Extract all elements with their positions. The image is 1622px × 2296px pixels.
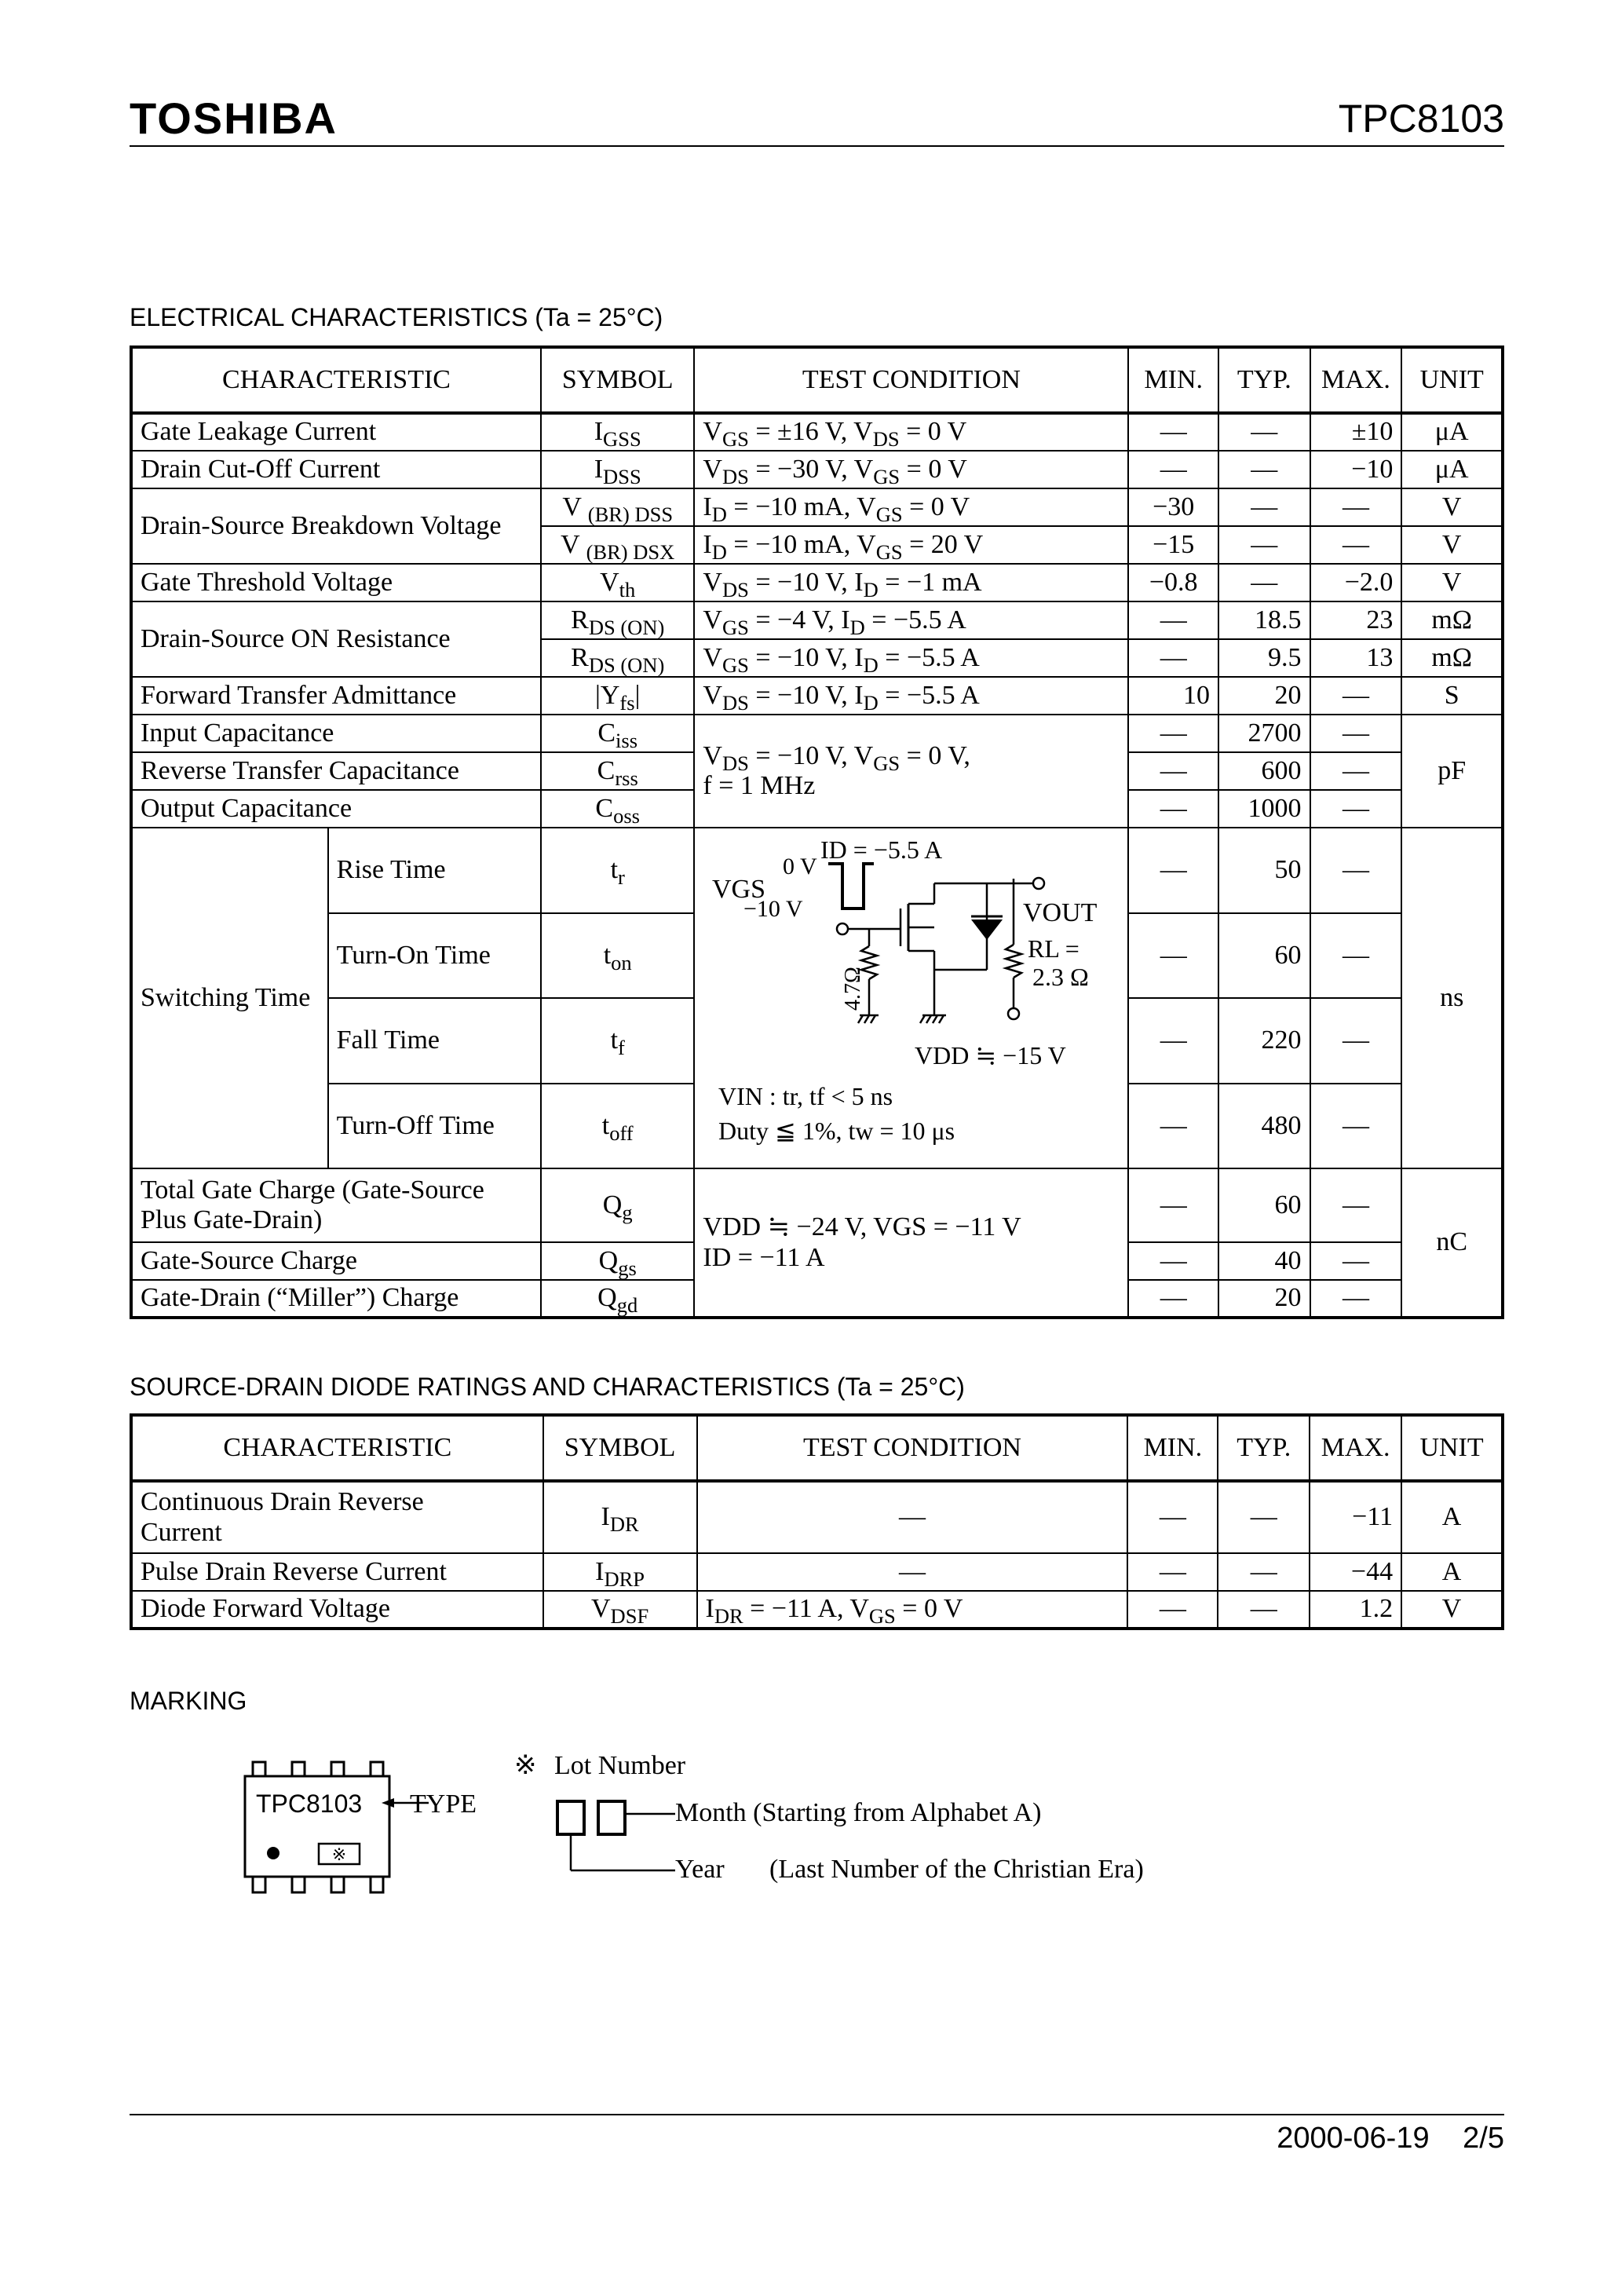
gate-resistor-label: 4.7Ω [841,967,866,1011]
symbol-cell: $V_{th}$ [541,564,694,601]
ground-icon [858,1015,875,1023]
month-letter-box [598,1801,625,1834]
min-cell: — [1128,601,1218,639]
symbol-cell: $Q_{gd}$ [541,1280,694,1318]
lot-code-diagram [550,1798,675,1900]
characteristic-cell: Gate Threshold Voltage [131,564,541,601]
condition-cell: $V_{DS} = -10$ V, $I_D = -1$ mA [694,564,1128,601]
symbol-cell: $C_{iss}$ [541,715,694,752]
symbol-cell: $I_{DR}$ [543,1481,697,1553]
unit-cell: μA [1401,451,1503,488]
arrow-left-icon [382,1798,394,1808]
max-cell: — [1310,790,1402,828]
marking-section-title: MARKING [130,1687,247,1715]
drain-current-label: ID = −5.5 A [820,835,943,864]
symbol-cell: $t_{off}$ [541,1084,694,1169]
table-row [131,1553,1503,1591]
symbol-cell: $t_{on}$ [541,913,694,999]
table-row [131,413,1503,451]
condition-cell: $I_{DR} = -11$ A, $V_{GS} = 0$ V [697,1591,1128,1629]
unit-cell: nC [1401,1168,1503,1318]
load-resistor [1006,945,1021,978]
typ-cell: — [1218,451,1310,488]
min-cell: 10 [1128,677,1218,715]
characteristic-cell: Continuous Drain Reverse Current [131,1481,543,1553]
column-header: MIN. [1127,1415,1218,1481]
condition-cell: $I_D = -10$ mA, $V_{GS} = 20$ V [694,526,1128,564]
characteristic-cell: Gate Leakage Current [131,413,541,451]
characteristic-cell: Gate-Source Charge [131,1242,541,1280]
package-pins-bottom [253,1877,383,1892]
unit-cell: V [1401,488,1503,526]
column-header: MAX. [1310,347,1402,413]
typ-cell: 20 [1218,1280,1310,1318]
table-header-row [131,347,1503,413]
vgs-low-label: −10 V [743,896,803,922]
typ-cell: — [1218,1481,1310,1553]
max-cell: — [1310,677,1402,715]
table-row [131,828,1503,913]
vout-terminal [1033,878,1044,889]
column-header: MIN. [1128,347,1218,413]
symbol-cell: $Q_{gs}$ [541,1242,694,1280]
unit-cell: V [1401,526,1503,564]
symbol-cell: $|Y_{fs}|$ [541,677,694,715]
unit-cell: μA [1401,413,1503,451]
unit-cell: mΩ [1401,639,1503,677]
condition-cell: $V_{GS} = -10$ V, $I_D = -5.5$ A [694,639,1128,677]
condition-cell: $V_{GS} = -4$ V, $I_D = -5.5$ A [694,601,1128,639]
characteristic-cell: Forward Transfer Admittance [131,677,541,715]
min-cell: −0.8 [1128,564,1218,601]
column-header: MAX. [1310,1415,1401,1481]
min-cell: — [1128,1242,1218,1280]
lot-symbol-icon: ※ [514,1751,537,1780]
max-cell: — [1310,828,1402,913]
typ-cell: 2700 [1218,715,1310,752]
column-header: CHARACTERISTIC [131,347,541,413]
electrical-characteristics-table [130,345,1504,1319]
typ-cell: 20 [1218,677,1310,715]
pin1-indicator-dot [267,1847,279,1859]
typ-cell: 60 [1218,1168,1310,1242]
condition-cell: $V_{GS} = \pm 16$ V, $V_{DS} = 0$ V [694,413,1128,451]
min-cell: −30 [1128,488,1218,526]
min-cell: — [1127,1481,1218,1553]
min-cell: — [1128,639,1218,677]
load-resistor-value: 2.3 Ω [1032,963,1090,991]
characteristic-cell: Drain-Source Breakdown Voltage [131,488,541,564]
unit-cell: S [1401,677,1503,715]
table-row [131,488,1503,526]
table-row [131,715,1503,752]
charge-condition-line2: ID = −11 A [703,1242,825,1272]
input-pulse-waveform [828,864,874,909]
symbol-cell: $t_f$ [541,998,694,1084]
characteristic-cell: Turn-On Time [328,913,541,999]
characteristic-cell: Input Capacitance [131,715,541,752]
type-label: TYPE [410,1790,477,1819]
lot-number-heading [514,1749,685,1781]
symbol-cell: $V_{DSF}$ [543,1591,697,1629]
input-timing-note: VIN : tr, tf < 5 ns [718,1082,893,1110]
max-cell: — [1310,526,1402,564]
lot-symbol-icon: ※ [331,1844,347,1864]
condition-cell: $V_{DS} = -10$ V, $V_{GS} = 0$ V, f = 1 MHz [694,715,1128,828]
typ-cell: 60 [1218,913,1310,999]
column-header: TEST CONDITION [697,1415,1128,1481]
typ-cell: — [1218,413,1310,451]
typ-cell: 50 [1218,828,1310,913]
column-header: TYP. [1218,1415,1310,1481]
typ-cell: 18.5 [1218,601,1310,639]
characteristic-cell: Pulse Drain Reverse Current [131,1553,543,1591]
table-row [131,601,1503,639]
typ-cell: — [1218,1591,1310,1629]
min-cell: — [1128,1084,1218,1169]
table-row [131,677,1503,715]
column-header: TEST CONDITION [694,347,1128,413]
max-cell: — [1310,488,1402,526]
unit-cell: V [1401,564,1503,601]
table-row [131,1591,1503,1629]
condition-cell: $V_{DS} = -10$ V, $I_D = -5.5$ A [694,677,1128,715]
package-pins-top [253,1762,383,1776]
package-marking-diagram [243,1751,526,1916]
characteristic-cell: Drain-Source ON Resistance [131,601,541,677]
min-cell: — [1128,828,1218,913]
typ-cell: — [1218,488,1310,526]
table-header-row [131,1415,1503,1481]
unit-cell: A [1401,1481,1503,1553]
column-header: TYP. [1218,347,1310,413]
symbol-cell: $R_{DS (ON)}$ [541,639,694,677]
unit-cell: mΩ [1401,601,1503,639]
min-cell: — [1128,1280,1218,1318]
characteristic-cell: Rise Time [328,828,541,913]
switching-group-label: Switching Time [131,828,328,1168]
unit-cell: V [1401,1591,1503,1629]
symbol-cell: $R_{DS (ON)}$ [541,601,694,639]
diode-ratings-table [130,1413,1504,1630]
characteristic-cell: Output Capacitance [131,790,541,828]
condition-cell: — [697,1481,1128,1553]
min-cell: — [1128,715,1218,752]
document-date: 2000-06-19 [1277,2122,1430,2155]
vgs-high-label: 0 V [783,854,818,879]
max-cell: −2.0 [1310,564,1402,601]
min-cell: — [1128,752,1218,790]
min-cell: — [1128,913,1218,999]
unit-cell: A [1401,1553,1503,1591]
min-cell: — [1128,1168,1218,1242]
max-cell: — [1310,998,1402,1084]
condition-cell: $V_{DS} = -30$ V, $V_{GS} = 0$ V [694,451,1128,488]
typ-cell: 40 [1218,1242,1310,1280]
body-diode-icon [971,919,1003,940]
year-label: Year [675,1855,725,1884]
symbol-cell: $Q_g$ [541,1168,694,1242]
load-resistor-label: RL = [1028,934,1080,963]
table-row [131,1481,1503,1553]
characteristic-cell: Drain Cut-Off Current [131,451,541,488]
month-description: Month (Starting from Alphabet A) [675,1798,1042,1827]
table-row [131,451,1503,488]
column-header: SYMBOL [541,347,694,413]
min-cell: — [1127,1553,1218,1591]
characteristic-cell: Diode Forward Voltage [131,1591,543,1629]
min-cell: — [1128,413,1218,451]
year-description: (Last Number of the Christian Era) [769,1855,1144,1884]
symbol-cell: $I_{DSS}$ [541,451,694,488]
diode-section-title: SOURCE-DRAIN DIODE RATINGS AND CHARACTERISTICS (Ta = 25°C) [130,1373,965,1401]
max-cell: −10 [1310,451,1402,488]
column-header: UNIT [1401,347,1503,413]
max-cell: — [1310,913,1402,999]
symbol-cell: $I_{GSS}$ [541,413,694,451]
gate-input-terminal [837,923,848,934]
min-cell: — [1128,998,1218,1084]
vdd-terminal [1008,1008,1019,1019]
max-cell: −44 [1310,1553,1401,1591]
lot-number-title: Lot Number [554,1751,686,1780]
min-cell: — [1128,790,1218,828]
max-cell: −11 [1310,1481,1401,1553]
max-cell: — [1310,752,1402,790]
part-number: TPC8103 [1338,97,1504,141]
characteristic-cell: Total Gate Charge (Gate-Source Plus Gate-Drain) [131,1168,541,1242]
max-cell: — [1310,1242,1402,1280]
footer-info [1277,2122,1504,2155]
header-divider [130,145,1504,147]
condition-cell: — [697,1553,1128,1591]
max-cell: 13 [1310,639,1402,677]
column-header: UNIT [1401,1415,1503,1481]
typ-cell: 600 [1218,752,1310,790]
typ-cell: 9.5 [1218,639,1310,677]
symbol-cell: $I_{DRP}$ [543,1553,697,1591]
switching-test-circuit-cell [694,828,1128,1168]
min-cell: — [1127,1591,1218,1629]
typ-cell: 480 [1218,1084,1310,1169]
year-digit-box [557,1801,584,1834]
max-cell: ±10 [1310,413,1402,451]
table-row [131,564,1503,601]
unit-cell: ns [1401,828,1503,1168]
unit-cell: pF [1401,715,1503,828]
column-header: CHARACTERISTIC [131,1415,543,1481]
symbol-cell: V $_{(BR) DSX}$ [541,526,694,564]
max-cell: — [1310,715,1402,752]
vout-label: VOUT [1023,898,1098,927]
condition-cell: $I_D = -10$ mA, $V_{GS} = 0$ V [694,488,1128,526]
typ-cell: 220 [1218,998,1310,1084]
switching-test-circuit [695,828,1127,1168]
symbol-cell: $C_{oss}$ [541,790,694,828]
chip-marking-text: TPC8103 [256,1790,363,1818]
typ-cell: 1000 [1218,790,1310,828]
typ-cell: — [1218,564,1310,601]
column-header: SYMBOL [543,1415,697,1481]
min-cell: — [1128,451,1218,488]
max-cell: — [1310,1168,1402,1242]
vdd-label: VDD ≒ −15 V [915,1041,1067,1069]
max-cell: 1.2 [1310,1591,1401,1629]
typ-cell: — [1218,526,1310,564]
brand-logo: TOSHIBA [130,93,338,143]
max-cell: 23 [1310,601,1402,639]
characteristic-cell: Reverse Transfer Capacitance [131,752,541,790]
max-cell: — [1310,1084,1402,1169]
min-cell: −15 [1128,526,1218,564]
duty-cycle-note: Duty ≦ 1%, tw = 10 μs [718,1117,955,1145]
electrical-section-title: ELECTRICAL CHARACTERISTICS (Ta = 25°C) [130,303,663,331]
characteristic-cell: Fall Time [328,998,541,1084]
ground-icon [920,1015,944,1023]
symbol-cell: $C_{rss}$ [541,752,694,790]
footer-divider [130,2114,1504,2115]
max-cell: — [1310,1280,1402,1318]
table-row [131,1168,1503,1242]
symbol-cell: $t_r$ [541,828,694,913]
page-number: 2/5 [1463,2122,1504,2155]
vgs-label: VGS [712,875,766,904]
charge-condition-line1: VDD ≒ −24 V, VGS = −11 V [703,1212,1021,1242]
characteristic-cell: Turn-Off Time [328,1084,541,1169]
typ-cell: — [1218,1553,1310,1591]
condition-cell [694,1168,1128,1318]
characteristic-cell: Gate-Drain (“Miller”) Charge [131,1280,541,1318]
symbol-cell: V $_{(BR) DSS}$ [541,488,694,526]
